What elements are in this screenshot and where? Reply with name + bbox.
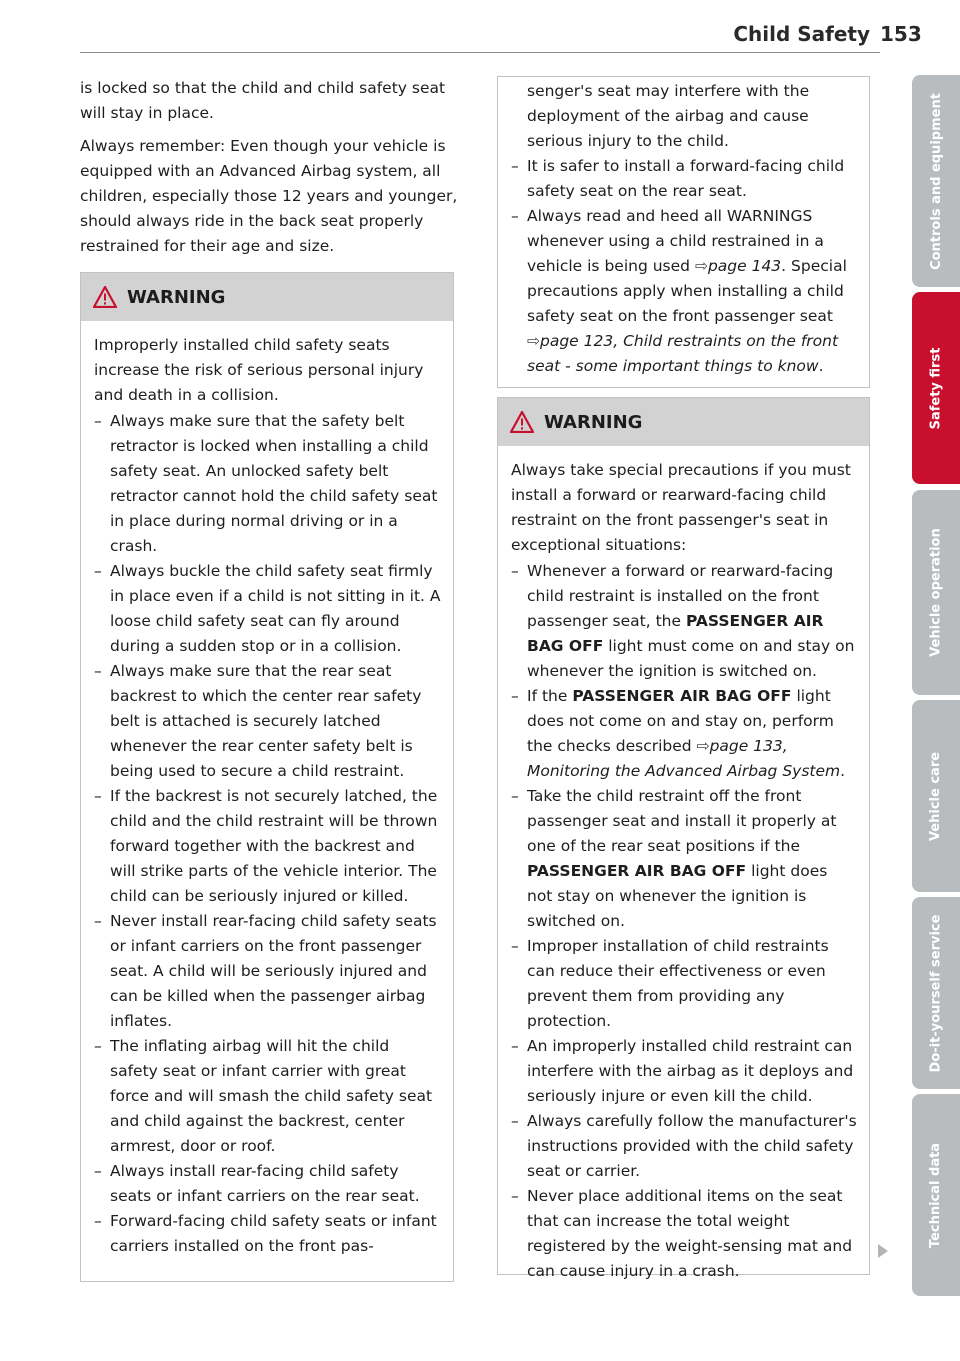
section-title: Child Safety — [733, 22, 870, 46]
item-text: light does not come on and stay on, perform the checks described — [527, 687, 834, 755]
page-ref-arrow-icon: ⇨ — [694, 257, 708, 275]
page-number: 153 — [880, 22, 922, 46]
side-tab-safety-first[interactable] — [912, 292, 960, 484]
list-item: – Always carefully follow the manufacturer's instructions provided with the child safety seat or carrier. — [511, 1109, 857, 1184]
side-tab-technical-data[interactable] — [912, 1094, 960, 1296]
side-tab-controls[interactable] — [912, 75, 960, 287]
list-item-continued: senger's seat may interfere with the deployment of the airbag and cause serious injury to the child. — [527, 82, 810, 150]
list-item — [511, 204, 857, 379]
side-tab-label: Vehicle care — [928, 751, 944, 841]
intro-paragraph-2: Always remember: Even though your vehicle is equipped with an Advanced Airbag system, all children, especially those 12 years and younger, should always ride in the back seat properly restrained for their age and size. — [80, 137, 458, 255]
warning-title: WARNING — [127, 286, 226, 308]
intro-paragraph-1: is locked so that the child and child safety seat will stay in place. — [80, 79, 446, 122]
header-divider — [80, 52, 880, 53]
warning-triangle-icon — [510, 411, 534, 433]
page-ref-arrow-icon: ⇨ — [696, 737, 710, 755]
item-text: Take the child restraint off the front passenger seat and install it properly at one of the rear seat positions if the — [527, 787, 837, 855]
warning-box-continued — [497, 76, 870, 388]
indicator-light-name: PASSENGER AIR BAG OFF — [527, 862, 747, 880]
side-tab-label: Vehicle operation — [928, 528, 944, 657]
item-text: light does not stay on whenever the ignition is switched on. — [527, 862, 828, 930]
indicator-light-name: PASSENGER AIR BAG OFF — [527, 612, 824, 655]
item-text: . — [818, 357, 824, 375]
item-text: . Special precautions apply when installing a child safety seat on the front passenger seat — [527, 257, 847, 325]
list-item: – Never place additional items on the seat that can increase the total weight registered by the weight-sensing mat and can cause injury in a crash. — [511, 1184, 857, 1284]
continue-arrow-icon — [878, 1244, 888, 1258]
indicator-light-name: PASSENGER AIR BAG OFF — [572, 687, 792, 705]
warning-lead: Improperly installed child safety seats increase the risk of serious personal injury and death in a collision. — [94, 336, 424, 404]
list-item: – Always buckle the child safety seat firmly in place even if a child is not sitting in it. A loose child safety seat can fly around during a sudden stop or in a collision. — [94, 559, 441, 659]
list-item — [511, 784, 857, 934]
list-item: – An improperly installed child restraint can interfere with the airbag as it deploys and seriously injure or even kill the child. — [511, 1034, 857, 1109]
side-tab-label: Controls and equipment — [928, 92, 944, 270]
warning-header — [498, 398, 869, 446]
page-reference-link[interactable]: page 143 — [707, 257, 782, 275]
item-text: Always read and heed all WARNINGS whenever using a child restrained in a vehicle is being used — [527, 207, 824, 275]
warning-box-left — [80, 272, 454, 1282]
list-item — [511, 559, 857, 684]
list-item — [511, 684, 857, 784]
side-tab-vehicle-operation[interactable] — [912, 490, 960, 695]
warning-title: WARNING — [544, 411, 643, 433]
list-item: – Always make sure that the safety belt retractor is locked when installing a child safety seat. An unlocked safety belt retractor cannot hold the child safety seat in place during normal driving or in a crash. — [94, 409, 441, 559]
list-item: – The inflating airbag will hit the child safety seat or infant carrier with great force and will smash the child safety seat and child against the backrest, center armrest, door or roof. — [94, 1034, 441, 1159]
warning-box-right — [497, 397, 870, 1280]
item-text: If the — [527, 687, 568, 705]
page-reference-link[interactable]: page 133, Monitoring the Advanced Airbag System — [527, 737, 841, 780]
item-text: light must come on and stay on whenever the ignition is switched on. — [527, 637, 855, 680]
list-item: – Forward-facing child safety seats or infant carriers installed on the front pas- — [94, 1209, 441, 1259]
warning-lead: Always take special precautions if you must install a forward or rearward-facing child restraint on the front passenger's seat in exceptional situations: — [511, 461, 851, 554]
list-item: – Never install rear-facing child safety seats or infant carriers on the front passenger seat. A child will be seriously injured and can be killed when the passenger airbag inflates. — [94, 909, 441, 1034]
side-tab-label: Do-it-yourself service — [928, 914, 944, 1072]
warning-triangle-icon — [93, 286, 117, 308]
item-text: . — [840, 762, 846, 780]
intro-text — [80, 76, 458, 267]
side-tab-vehicle-care[interactable] — [912, 700, 960, 892]
list-item: – Always install rear-facing child safety seats or infant carriers on the rear seat. — [94, 1159, 441, 1209]
list-item: – It is safer to install a forward-facing child safety seat on the rear seat. — [511, 154, 857, 204]
side-tab-do-it-yourself[interactable] — [912, 897, 960, 1089]
item-text: Whenever a forward or rearward-facing child restraint is installed on the front passenger seat, the — [527, 562, 834, 630]
side-tab-label: Safety first — [928, 347, 944, 429]
list-item: – Improper installation of child restraints can reduce their effectiveness or even prevent them from providing any protection. — [511, 934, 857, 1034]
page-ref-arrow-icon: ⇨ — [527, 332, 540, 350]
warning-header — [81, 273, 453, 321]
list-item: – If the backrest is not securely latched, the child and the child restraint will be thrown forward together with the backrest and will strike parts of the vehicle interior. The child can be seriously injured or killed. — [94, 784, 441, 909]
list-item: – Always make sure that the rear seat backrest to which the center rear safety belt is attached is securely latched whenever the rear center safety belt is being used to secure a child restraint. — [94, 659, 441, 784]
page-reference-link[interactable]: page 123, Child restraints on the front seat - some important things to know — [527, 332, 839, 375]
side-tab-label: Technical data — [928, 1142, 944, 1248]
